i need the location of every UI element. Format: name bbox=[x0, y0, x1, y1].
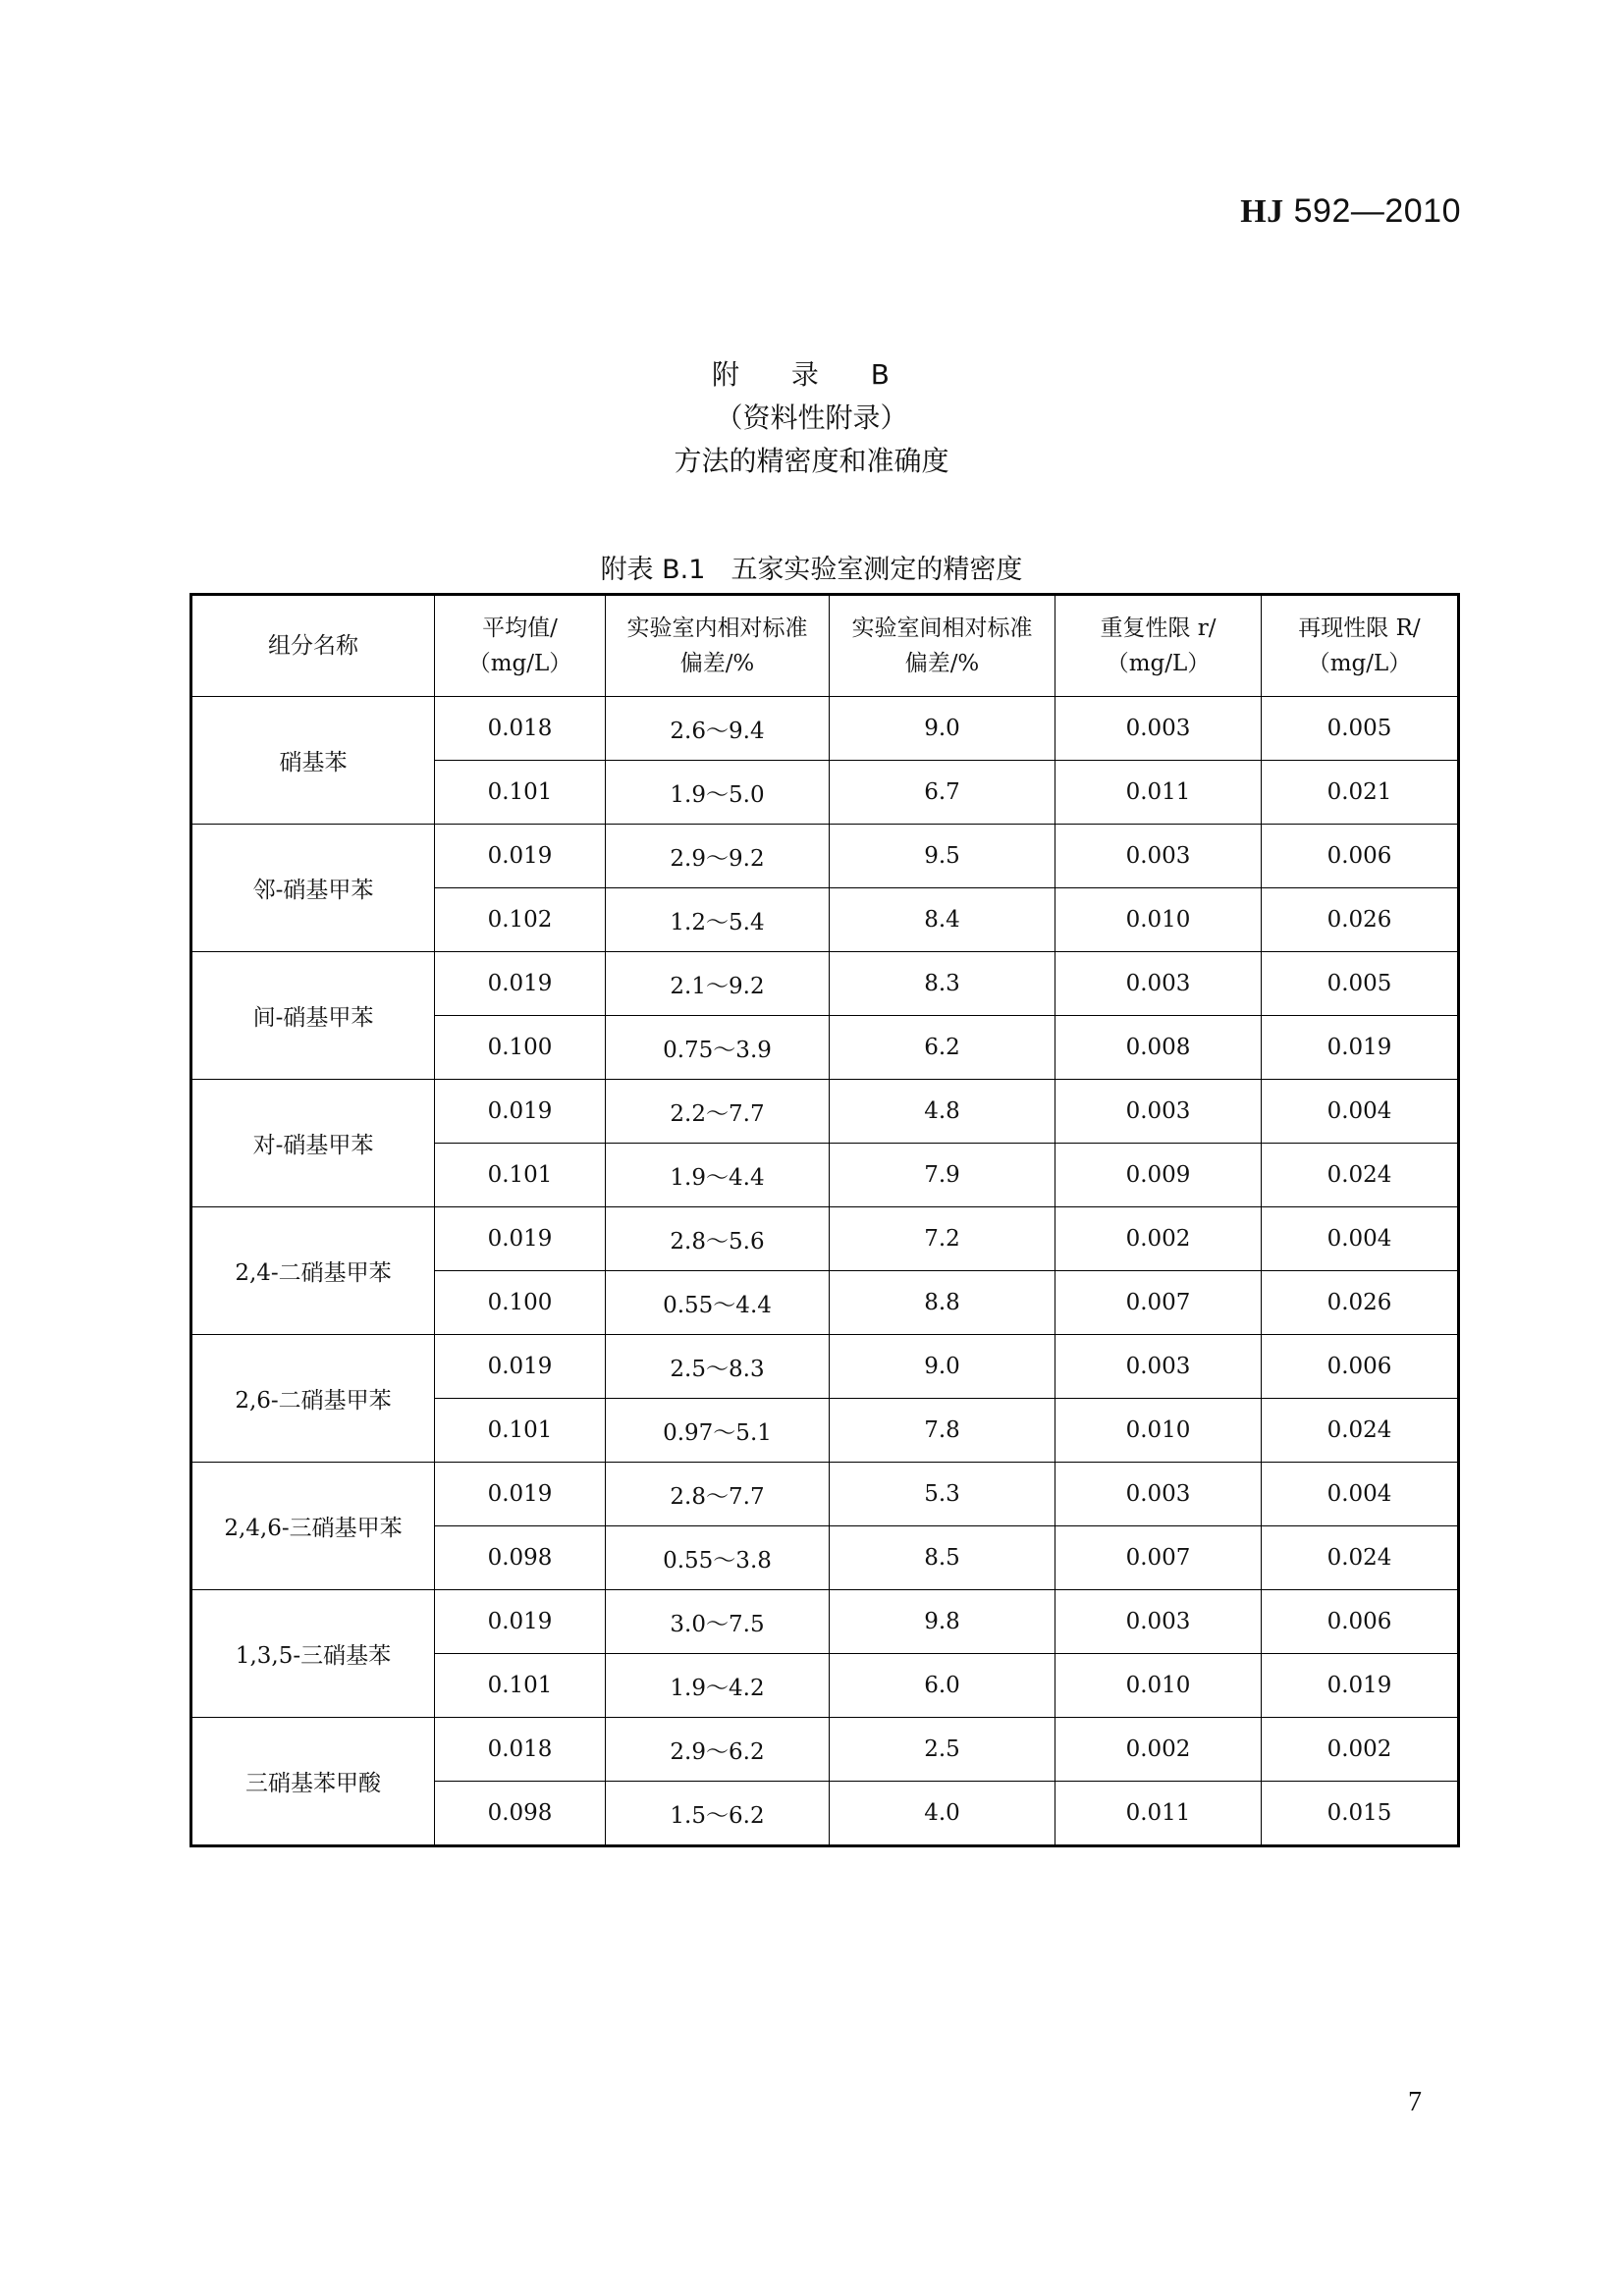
intra-lab-rsd-cell: 2.2～7.7 bbox=[606, 1080, 830, 1144]
doc-prefix: HJ bbox=[1240, 193, 1284, 230]
header-inter-lab-rsd: 实验室间相对标准 偏差/% bbox=[830, 595, 1055, 697]
repeatability-cell: 0.011 bbox=[1055, 761, 1262, 825]
intra-lab-rsd-cell: 2.8～5.6 bbox=[606, 1207, 830, 1271]
reproducibility-cell: 0.021 bbox=[1262, 761, 1459, 825]
annex-title: 附 录 B bbox=[711, 358, 911, 391]
inter-lab-rsd-cell: 9.0 bbox=[830, 697, 1055, 761]
mean-cell: 0.101 bbox=[435, 761, 606, 825]
repeatability-cell: 0.007 bbox=[1055, 1526, 1262, 1590]
intra-lab-rsd-cell: 0.75～3.9 bbox=[606, 1016, 830, 1080]
inter-lab-rsd-cell: 5.3 bbox=[830, 1463, 1055, 1526]
annex-subtitle: 方法的精密度和准确度 bbox=[674, 445, 949, 477]
mean-cell: 0.019 bbox=[435, 1207, 606, 1271]
repeatability-cell: 0.011 bbox=[1055, 1782, 1262, 1846]
inter-lab-rsd-cell: 2.5 bbox=[830, 1718, 1055, 1782]
component-name-cell: 2,6-二硝基甲苯 bbox=[191, 1335, 435, 1463]
table-row bbox=[191, 825, 1459, 888]
mean-cell: 0.019 bbox=[435, 1080, 606, 1144]
inter-lab-rsd-cell: 9.5 bbox=[830, 825, 1055, 888]
intra-lab-rsd-cell: 0.55～4.4 bbox=[606, 1271, 830, 1335]
table-row bbox=[191, 1207, 1459, 1271]
component-name-cell: 对-硝基甲苯 bbox=[191, 1080, 435, 1207]
inter-lab-rsd-cell: 8.4 bbox=[830, 888, 1055, 952]
repeatability-cell: 0.010 bbox=[1055, 1399, 1262, 1463]
table-body bbox=[191, 697, 1459, 1846]
reproducibility-cell: 0.019 bbox=[1262, 1654, 1459, 1718]
reproducibility-cell: 0.002 bbox=[1262, 1718, 1459, 1782]
table-row bbox=[191, 952, 1459, 1016]
reproducibility-cell: 0.004 bbox=[1262, 1080, 1459, 1144]
reproducibility-cell: 0.006 bbox=[1262, 1335, 1459, 1399]
mean-cell: 0.018 bbox=[435, 1718, 606, 1782]
annex-headings bbox=[0, 353, 1623, 483]
repeatability-cell: 0.008 bbox=[1055, 1016, 1262, 1080]
reproducibility-cell: 0.004 bbox=[1262, 1207, 1459, 1271]
mean-cell: 0.098 bbox=[435, 1526, 606, 1590]
intra-lab-rsd-cell: 2.9～6.2 bbox=[606, 1718, 830, 1782]
repeatability-cell: 0.002 bbox=[1055, 1207, 1262, 1271]
table-caption: 五家实验室测定的精密度 bbox=[730, 555, 1023, 585]
reproducibility-cell: 0.005 bbox=[1262, 952, 1459, 1016]
component-name-cell: 间-硝基甲苯 bbox=[191, 952, 435, 1080]
inter-lab-rsd-cell: 8.8 bbox=[830, 1271, 1055, 1335]
intra-lab-rsd-cell: 1.2～5.4 bbox=[606, 888, 830, 952]
inter-lab-rsd-cell: 9.0 bbox=[830, 1335, 1055, 1399]
inter-lab-rsd-cell: 6.0 bbox=[830, 1654, 1055, 1718]
repeatability-cell: 0.003 bbox=[1055, 1463, 1262, 1526]
intra-lab-rsd-cell: 1.9～4.2 bbox=[606, 1654, 830, 1718]
mean-cell: 0.019 bbox=[435, 1590, 606, 1654]
intra-lab-rsd-cell: 2.8～7.7 bbox=[606, 1463, 830, 1526]
repeatability-cell: 0.003 bbox=[1055, 825, 1262, 888]
inter-lab-rsd-cell: 8.5 bbox=[830, 1526, 1055, 1590]
inter-lab-rsd-cell: 4.8 bbox=[830, 1080, 1055, 1144]
reproducibility-cell: 0.006 bbox=[1262, 825, 1459, 888]
component-name-cell: 三硝基苯甲酸 bbox=[191, 1718, 435, 1846]
header-repeatability-limit: 重复性限 r/ （mg/L） bbox=[1055, 595, 1262, 697]
table-row bbox=[191, 697, 1459, 761]
table-title bbox=[0, 548, 1623, 586]
component-name-cell: 硝基苯 bbox=[191, 697, 435, 825]
reproducibility-cell: 0.024 bbox=[1262, 1526, 1459, 1590]
reproducibility-cell: 0.004 bbox=[1262, 1463, 1459, 1526]
repeatability-cell: 0.003 bbox=[1055, 1080, 1262, 1144]
reproducibility-cell: 0.024 bbox=[1262, 1399, 1459, 1463]
mean-cell: 0.101 bbox=[435, 1654, 606, 1718]
inter-lab-rsd-cell: 7.2 bbox=[830, 1207, 1055, 1271]
intra-lab-rsd-cell: 2.1～9.2 bbox=[606, 952, 830, 1016]
intra-lab-rsd-cell: 1.5～6.2 bbox=[606, 1782, 830, 1846]
component-name-cell: 1,3,5-三硝基苯 bbox=[191, 1590, 435, 1718]
inter-lab-rsd-cell: 6.7 bbox=[830, 761, 1055, 825]
repeatability-cell: 0.007 bbox=[1055, 1271, 1262, 1335]
mean-cell: 0.098 bbox=[435, 1782, 606, 1846]
repeatability-cell: 0.003 bbox=[1055, 697, 1262, 761]
precision-table bbox=[189, 593, 1460, 1847]
reproducibility-cell: 0.024 bbox=[1262, 1144, 1459, 1207]
table-header-row bbox=[191, 595, 1459, 697]
doc-code-number: 592—2010 bbox=[1293, 192, 1461, 230]
mean-cell: 0.100 bbox=[435, 1271, 606, 1335]
inter-lab-rsd-cell: 7.9 bbox=[830, 1144, 1055, 1207]
inter-lab-rsd-cell: 6.2 bbox=[830, 1016, 1055, 1080]
mean-cell: 0.101 bbox=[435, 1144, 606, 1207]
header-component-name: 组分名称 bbox=[191, 595, 435, 697]
inter-lab-rsd-cell: 7.8 bbox=[830, 1399, 1055, 1463]
reproducibility-cell: 0.019 bbox=[1262, 1016, 1459, 1080]
repeatability-cell: 0.010 bbox=[1055, 1654, 1262, 1718]
repeatability-cell: 0.003 bbox=[1055, 1590, 1262, 1654]
repeatability-cell: 0.010 bbox=[1055, 888, 1262, 952]
intra-lab-rsd-cell: 2.6～9.4 bbox=[606, 697, 830, 761]
mean-cell: 0.019 bbox=[435, 1335, 606, 1399]
annex-type: （资料性附录） bbox=[715, 401, 908, 434]
repeatability-cell: 0.002 bbox=[1055, 1718, 1262, 1782]
table-row bbox=[191, 1335, 1459, 1399]
mean-cell: 0.019 bbox=[435, 952, 606, 1016]
mean-cell: 0.019 bbox=[435, 825, 606, 888]
intra-lab-rsd-cell: 1.9～4.4 bbox=[606, 1144, 830, 1207]
document-code bbox=[1240, 192, 1461, 231]
intra-lab-rsd-cell: 0.97～5.1 bbox=[606, 1399, 830, 1463]
component-name-cell: 2,4,6-三硝基甲苯 bbox=[191, 1463, 435, 1590]
intra-lab-rsd-cell: 1.9～5.0 bbox=[606, 761, 830, 825]
intra-lab-rsd-cell: 2.5～8.3 bbox=[606, 1335, 830, 1399]
reproducibility-cell: 0.015 bbox=[1262, 1782, 1459, 1846]
reproducibility-cell: 0.026 bbox=[1262, 1271, 1459, 1335]
page-number: 7 bbox=[1408, 2087, 1422, 2117]
repeatability-cell: 0.009 bbox=[1055, 1144, 1262, 1207]
header-reproducibility-limit: 再现性限 R/ （mg/L） bbox=[1262, 595, 1459, 697]
intra-lab-rsd-cell: 2.9～9.2 bbox=[606, 825, 830, 888]
component-name-cell: 2,4-二硝基甲苯 bbox=[191, 1207, 435, 1335]
table-row bbox=[191, 1080, 1459, 1144]
table-row bbox=[191, 1463, 1459, 1526]
repeatability-cell: 0.003 bbox=[1055, 952, 1262, 1016]
component-name-cell: 邻-硝基甲苯 bbox=[191, 825, 435, 952]
table-row bbox=[191, 1718, 1459, 1782]
reproducibility-cell: 0.005 bbox=[1262, 697, 1459, 761]
table-row bbox=[191, 1590, 1459, 1654]
inter-lab-rsd-cell: 9.8 bbox=[830, 1590, 1055, 1654]
reproducibility-cell: 0.026 bbox=[1262, 888, 1459, 952]
header-intra-lab-rsd: 实验室内相对标准 偏差/% bbox=[606, 595, 830, 697]
mean-cell: 0.102 bbox=[435, 888, 606, 952]
intra-lab-rsd-cell: 3.0～7.5 bbox=[606, 1590, 830, 1654]
mean-cell: 0.100 bbox=[435, 1016, 606, 1080]
repeatability-cell: 0.003 bbox=[1055, 1335, 1262, 1399]
inter-lab-rsd-cell: 4.0 bbox=[830, 1782, 1055, 1846]
mean-cell: 0.019 bbox=[435, 1463, 606, 1526]
mean-cell: 0.101 bbox=[435, 1399, 606, 1463]
inter-lab-rsd-cell: 8.3 bbox=[830, 952, 1055, 1016]
intra-lab-rsd-cell: 0.55～3.8 bbox=[606, 1526, 830, 1590]
reproducibility-cell: 0.006 bbox=[1262, 1590, 1459, 1654]
table-number: 附表 B.1 bbox=[600, 555, 706, 585]
mean-cell: 0.018 bbox=[435, 697, 606, 761]
header-mean: 平均值/ （mg/L） bbox=[435, 595, 606, 697]
